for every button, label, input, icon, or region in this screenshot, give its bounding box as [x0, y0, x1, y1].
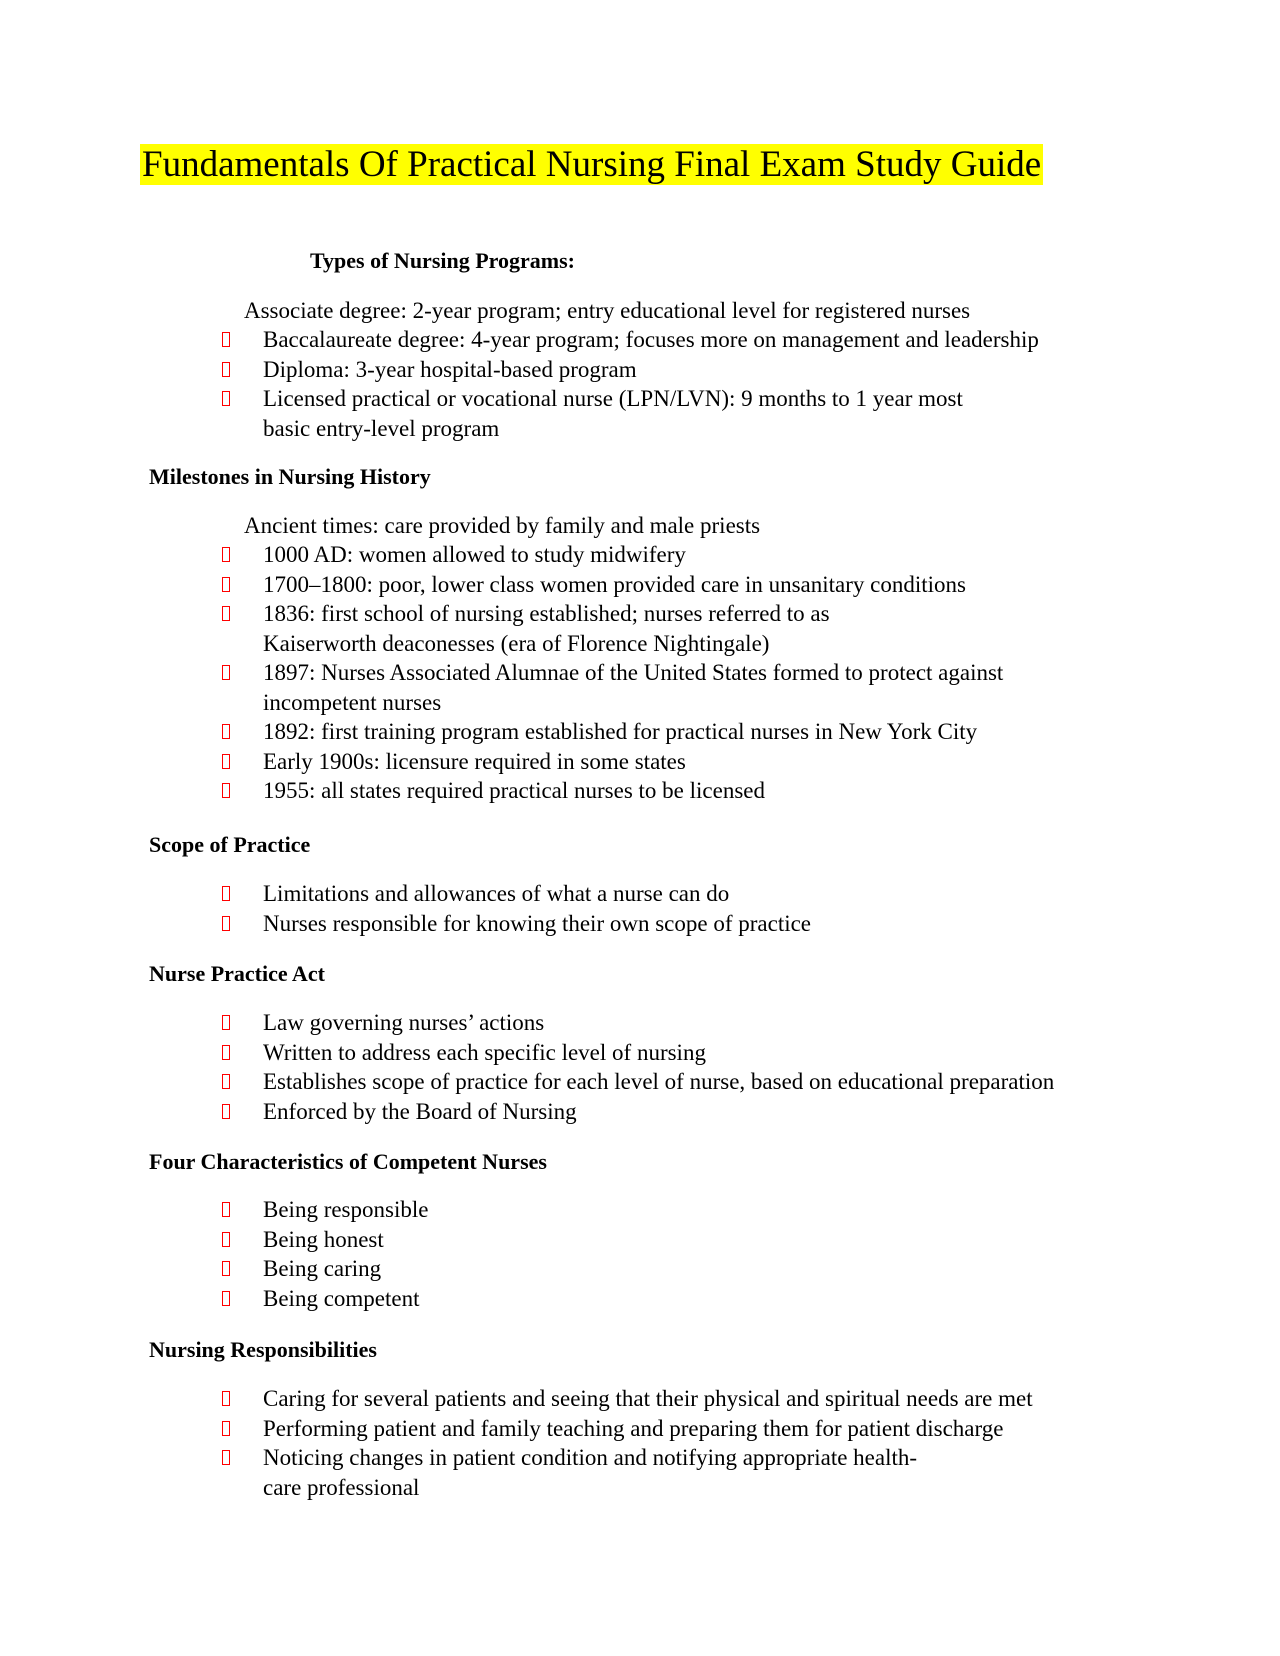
section-heading-history: Milestones in Nursing History [149, 464, 431, 489]
list-item: Being responsible [222, 1195, 1242, 1225]
programs-intro: Associate degree: 2-year program; entry educational level for registered nurses [244, 298, 971, 323]
history-list [222, 540, 1242, 806]
red-square-bullet-icon [222, 1015, 230, 1030]
list-item: Establishes scope of practice for each level of nurse, based on educational preparation [222, 1067, 1242, 1097]
red-square-bullet-icon [222, 1045, 230, 1060]
red-square-bullet-icon [222, 1421, 230, 1436]
scope-list [222, 879, 1242, 938]
red-square-bullet-icon [222, 665, 230, 680]
list-item: Baccalaureate degree: 4-year program; focuses more on management and leadership [222, 325, 1242, 355]
list-item: Being honest [222, 1225, 1242, 1255]
red-square-bullet-icon [222, 1291, 230, 1306]
section-heading-scope: Scope of Practice [149, 832, 311, 857]
section-heading-practice-act: Nurse Practice Act [149, 961, 325, 986]
red-square-bullet-icon [222, 332, 230, 347]
red-square-bullet-icon [222, 783, 230, 798]
history-intro: Ancient times: care provided by family and male priests [244, 513, 761, 538]
list-item: 1955: all states required practical nurses to be licensed [222, 776, 1242, 806]
red-square-bullet-icon [222, 1261, 230, 1276]
list-item: Written to address each specific level of nursing [222, 1038, 1242, 1068]
list-item: Early 1900s: licensure required in some states [222, 747, 1242, 777]
section-heading-characteristics: Four Characteristics of Competent Nurses [149, 1149, 547, 1174]
red-square-bullet-icon [222, 577, 230, 592]
list-item: 1700–1800: poor, lower class women provided care in unsanitary conditions [222, 570, 1242, 600]
list-item: Nurses responsible for knowing their own scope of practice [222, 909, 1242, 939]
list-item: 1836: first school of nursing established; nurses referred to as Kaiserworth deaconesses (era of Florence Nightingale) [222, 599, 1242, 658]
list-item: Noticing changes in patient condition and notifying appropriate health- care professional [222, 1443, 1242, 1502]
list-item: Performing patient and family teaching and preparing them for patient discharge [222, 1414, 1242, 1444]
list-item: Being competent [222, 1284, 1242, 1314]
document-title [140, 143, 1043, 187]
section-heading-responsibilities: Nursing Responsibilities [149, 1337, 377, 1362]
list-item: Enforced by the Board of Nursing [222, 1097, 1242, 1127]
list-item: Diploma: 3-year hospital-based program [222, 355, 1242, 385]
red-square-bullet-icon [222, 1202, 230, 1217]
red-square-bullet-icon [222, 754, 230, 769]
red-square-bullet-icon [222, 362, 230, 377]
section-heading-programs: Types of Nursing Programs: [310, 248, 576, 273]
practice-act-list [222, 1008, 1242, 1126]
programs-list [222, 325, 1242, 443]
list-item: Being caring [222, 1254, 1242, 1284]
red-square-bullet-icon [222, 391, 230, 406]
red-square-bullet-icon [222, 724, 230, 739]
red-square-bullet-icon [222, 886, 230, 901]
list-item: Caring for several patients and seeing that their physical and spiritual needs are met [222, 1384, 1242, 1414]
red-square-bullet-icon [222, 1074, 230, 1089]
red-square-bullet-icon [222, 606, 230, 621]
responsibilities-list [222, 1384, 1242, 1502]
list-item: Licensed practical or vocational nurse (LPN/LVN): 9 months to 1 year most basic entry-level program [222, 384, 1242, 443]
title-highlight: Fundamentals Of Practical Nursing Final Exam Study Guide [142, 144, 1042, 185]
list-item: 1897: Nurses Associated Alumnae of the United States formed to protect against incompetent nurses [222, 658, 1242, 717]
list-item: Law governing nurses’ actions [222, 1008, 1242, 1038]
list-item: 1892: first training program established for practical nurses in New York City [222, 717, 1242, 747]
red-square-bullet-icon [222, 1232, 230, 1247]
red-square-bullet-icon [222, 1104, 230, 1119]
characteristics-list [222, 1195, 1242, 1313]
list-item: 1000 AD: women allowed to study midwifery [222, 540, 1242, 570]
red-square-bullet-icon [222, 547, 230, 562]
red-square-bullet-icon [222, 916, 230, 931]
list-item: Limitations and allowances of what a nurse can do [222, 879, 1242, 909]
red-square-bullet-icon [222, 1391, 230, 1406]
red-square-bullet-icon [222, 1450, 230, 1465]
